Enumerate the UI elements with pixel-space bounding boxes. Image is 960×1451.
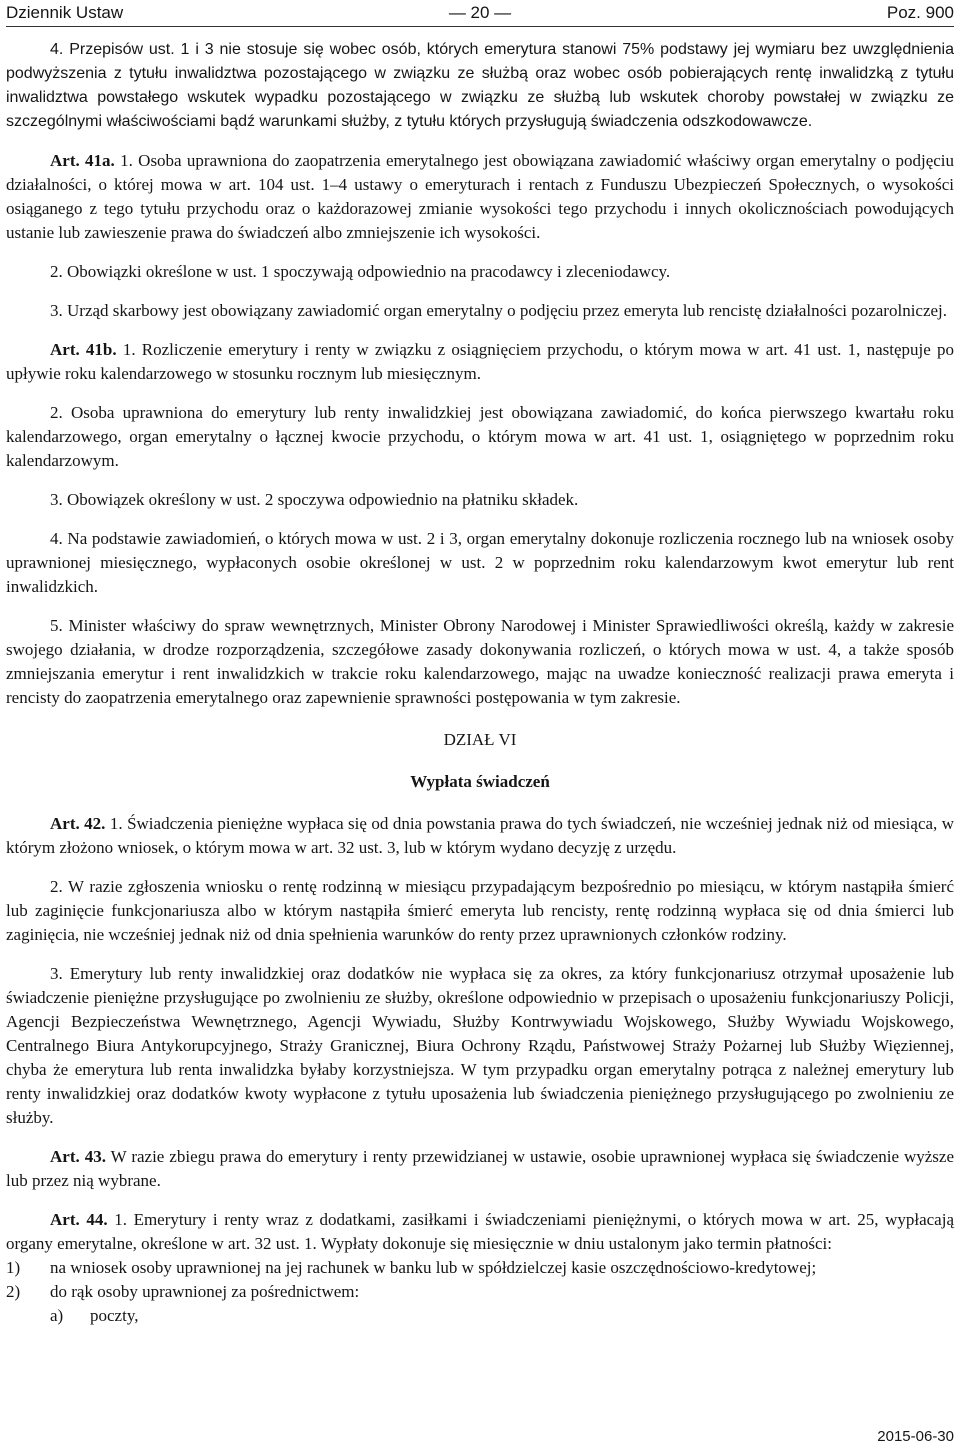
art-41a-ust2: 2. Obowiązki określone w ust. 1 spoczywają odpowiednio na pracodawcy i zleceniodawcy. xyxy=(50,262,671,281)
list-item-text: do rąk osoby uprawnionej za pośrednictwem: xyxy=(50,1282,360,1301)
art-41b-ust4: 4. Na podstawie zawiadomień, o których mowa w ust. 2 i 3, organ emerytalny dokonuje rozliczenia rocznego lub na wniosek osoby uprawnionej miesięcznego, wypłaconych osobie określonej w ust. 2 w poprzednim roku kalendarzowym kwot emerytur lub rent inwalidzkich. xyxy=(6,529,954,596)
art-41b-ust3: 3. Obowiązek określony w ust. 2 spoczywa odpowiednio na płatniku składek. xyxy=(50,490,579,509)
art-43 xyxy=(6,1145,954,1193)
sublist-item-letter: a) xyxy=(50,1306,64,1325)
article-label: Art. 42. xyxy=(50,814,106,833)
footer-date: 2015-06-30 xyxy=(877,1428,954,1445)
sublist-item-text: poczty, xyxy=(90,1306,139,1325)
document-body xyxy=(6,38,954,1328)
journal-title: Dziennik Ustaw xyxy=(6,3,124,22)
page-number: — 20 — xyxy=(448,3,512,22)
list-item-number: 2) xyxy=(6,1282,21,1301)
position-number: Poz. 900 xyxy=(886,3,954,22)
list-item-text: na wniosek osoby uprawnionej na jej rachunek w banku lub w spółdzielczej kasie oszczędnościowo-kredytowej; xyxy=(50,1258,817,1277)
list-item xyxy=(6,1280,954,1304)
article-text: 1. Rozliczenie emerytury i renty w związku z osiągnięciem przychodu, o którym mowa w art. 41 ust. 1, następuje po upływie roku kalendarzowego w stosunku rocznym lub miesięcznym. xyxy=(6,340,954,383)
article-text: W razie zbiegu prawa do emerytury i renty przewidzianej w ustawie, osobie uprawnionej wypłaca się świadczenie wyższe lub przez nią wybrane. xyxy=(6,1147,954,1190)
art-41b-ust2: 2. Osoba uprawniona do emerytury lub renty inwalidzkiej jest obowiązana zawiadomić, do końca pierwszego kwartału roku kalendarzowego, organ emerytalny o łącznej kwocie przychodu, o którym mowa w art. 41 ust. 1, osiągniętego w poprzednim roku kalendarzowym. xyxy=(6,403,954,470)
article-text: 1. Świadczenia pieniężne wypłaca się od dnia powstania prawa do tych świadczeń, nie wcześniej jednak niż od miesiąca, w którym złożono wniosek, o którym mowa w art. 32 ust. 3, lub w którym wydano decyzję z urzędu. xyxy=(6,814,955,857)
art-42-ust2: 2. W razie zgłoszenia wniosku o rentę rodzinną w miesiącu przypadającym bezpośrednio po miesiącu, w którym nastąpiła śmierć lub zaginięcie funkcjonariusza albo w którym nastąpiła śmierć emeryta lub rencisty, rentę rodzinną wypłaca się od dnia śmierci lub zaginięcia, nie wcześniej jednak niż od dnia spełnienia warunków do renty przez uprawnionych członków rodziny. xyxy=(6,877,954,944)
article-text: 1. Osoba uprawniona do zaopatrzenia emerytalnego jest obowiązana zawiadomić właściwy organ emerytalny o podjęciu działalności, o której mowa w art. 104 ust. 1–4 ustawy o emeryturach i rentach z Funduszu Ubezpieczeń Społecznych, o wysokości osiąganego z tego tytułu przychodu oraz o każdorazowej zmianie wysokości tego przychodu i innych okolicznościach powodujących ustanie lub zawieszenie prawa do świadczeń albo zmniejszenie ich wysokości. xyxy=(6,151,955,242)
article-label: Art. 41b. xyxy=(50,340,117,359)
list-item-number: 1) xyxy=(6,1258,21,1277)
article-label: Art. 41a. xyxy=(50,151,115,170)
art-42-ust3: 3. Emerytury lub renty inwalidzkiej oraz dodatków nie wypłaca się za okres, za który funkcjonariusz otrzymał uposażenie lub świadczenie pieniężne przysługujące po zwolnieniu ze służby, określone odpowiednio w przepisach o uposażeniu funkcjonariuszy Policji, Agencji Bezpieczeństwa Wewnętrznego, Agencji Wywiadu, Służby Kontrwywiadu Wojskowego, Służby Wywiadu Wojskowego, Centralnego Biura Antykorupcyjnego, Straży Granicznej, Biura Ochrony Rządu, Państwowej Straży Pożarnej lub Służby Więziennej, chyba że emerytura lub renta inwalidzka byłaby korzystniejsza. W tym przypadku organ emerytalny potrąca z należnej emerytury lub renty inwalidzkiej oraz dodatków kwoty wypłacone z tytułu uposażenia lub świadczenia pieniężnego przysługującego po zwolnieniu ze służby. xyxy=(6,964,954,1127)
article-text: 1. Emerytury i renty wraz z dodatkami, zasiłkami i świadczeniami pieniężnymi, o których mowa w art. 25, wypłacają organy emerytalne, określone w art. 32 ust. 1. Wypłaty dokonuje się miesięcznie w dniu ustalonym jako termin płatności: xyxy=(6,1210,954,1253)
art-41a-ust3: 3. Urząd skarbowy jest obowiązany zawiadomić organ emerytalny o podjęciu przez emeryta lub rencistę działalności pozarolniczej. xyxy=(50,301,948,320)
art-41b-ust1 xyxy=(6,338,954,386)
article-label: Art. 43. xyxy=(50,1147,106,1166)
section-title: Wypłata świadczeń xyxy=(410,772,550,791)
art-41b-ust5: 5. Minister właściwy do spraw wewnętrznych, Minister Obrony Narodowej i Minister Sprawiedliwości określą, każdy w zakresie swojego działania, w drodze rozporządzenia, szczegółowe zasady dokonywania rozliczeń, o których mowa w ust. 4, a także sposób zmniejszania emerytur i rent inwalidzkich w trakcie roku kalendarzowego, mając na uwadze konieczność realizacji prawa emeryta i rencisty do zaopatrzenia emerytalnego oraz zapewnienie sprawności postępowania w tym zakresie. xyxy=(6,616,954,707)
art-44-ust1 xyxy=(6,1208,954,1256)
article-label: Art. 44. xyxy=(50,1210,108,1229)
art-41a-ust1 xyxy=(6,149,954,245)
section-heading: DZIAŁ VI xyxy=(443,730,517,749)
sublist-item xyxy=(6,1304,954,1328)
page-header xyxy=(6,0,954,27)
list-item xyxy=(6,1256,954,1280)
art-42-ust1 xyxy=(6,812,954,860)
paragraph-ust4: 4. Przepisów ust. 1 i 3 nie stosuje się wobec osób, których emerytura stanowi 75% podstawy jej wymiaru bez uwzględnienia podwyższenia z tytułu inwalidztwa pozostającego w związku ze służbą oraz wobec osób pobierających rentę inwalidzką z tytułu inwalidztwa powstałego wskutek wypadku pozostającego w związku ze służbą lub wskutek choroby powstałej w związku ze szczególnymi właściwościami bądź warunkami służby, z tytułu których przysługują świadczenia odszkodowawcze. xyxy=(6,41,954,130)
